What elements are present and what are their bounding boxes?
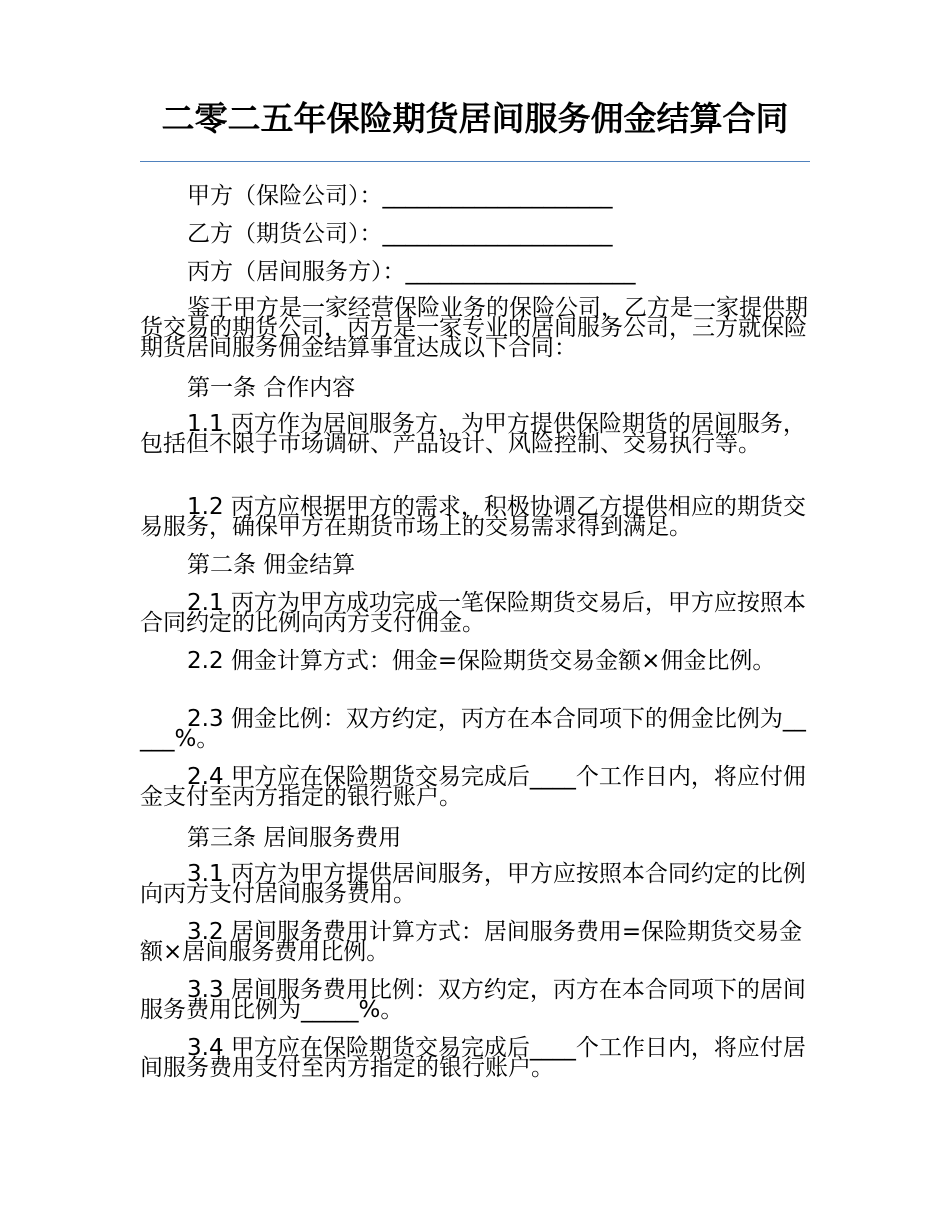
section-2-heading: 第二条 佣金结算 [187, 552, 356, 578]
clause-2-1: 2.1 丙方为甲方成功完成一笔保险期货交易后，甲方应按照本合同约定的比例向丙方支付佣金。 [140, 590, 806, 636]
clause-3-1: 3.1 丙方为甲方提供居间服务，甲方应按照本合同约定的比例向丙方支付居间服务费用。 [140, 861, 806, 907]
clause-2-4: 2.4 甲方应在保险期货交易完成后____个工作日内，将应付佣金支付至丙方指定的银行账户。 [140, 764, 806, 810]
clause-3-3: 3.3 居间服务费用比例：双方约定，丙方在本合同项下的居间服务费用比例为_____%。 [140, 977, 806, 1023]
clause-3-2: 3.2 居间服务费用计算方式：居间服务费用=保险期货交易金额×居间服务费用比例。 [140, 919, 803, 965]
section-1-heading: 第一条 合作内容 [187, 375, 356, 401]
clause-2-3: 2.3 佣金比例：双方约定，丙方在本合同项下的佣金比例为_____%。 [140, 706, 806, 752]
clause-1-1: 1.1 丙方作为居间服务方，为甲方提供保险期货的居间服务，包括但不限于市场调研、产品设计、风险控制、交易执行等。 [140, 411, 806, 457]
party-b-line: 乙方（期货公司）：____________________ [187, 221, 613, 247]
clause-2-2: 2.2 佣金计算方式：佣金=保险期货交易金额×佣金比例。 [187, 648, 776, 674]
intro-paragraph: 鉴于甲方是一家经营保险业务的保险公司，乙方是一家提供期货交易的期货公司，丙方是一家专业的居间服务公司，三方就保险期货居间服务佣金结算事宜达成以下合同： [140, 295, 808, 361]
party-a-line: 甲方（保险公司）：____________________ [187, 183, 613, 209]
clause-1-2: 1.2 丙方应根据甲方的需求，积极协调乙方提供相应的期货交易服务，确保甲方在期货市场上的交易需求得到满足。 [140, 494, 806, 540]
title-divider [140, 161, 810, 162]
document-title: 二零二五年保险期货居间服务佣金结算合同 [161, 99, 789, 138]
clause-3-4: 3.4 甲方应在保险期货交易完成后____个工作日内，将应付居间服务费用支付至丙方指定的银行账户。 [140, 1035, 806, 1081]
party-c-line: 丙方（居间服务方）：____________________ [187, 259, 636, 285]
section-3-heading: 第三条 居间服务费用 [187, 825, 402, 851]
